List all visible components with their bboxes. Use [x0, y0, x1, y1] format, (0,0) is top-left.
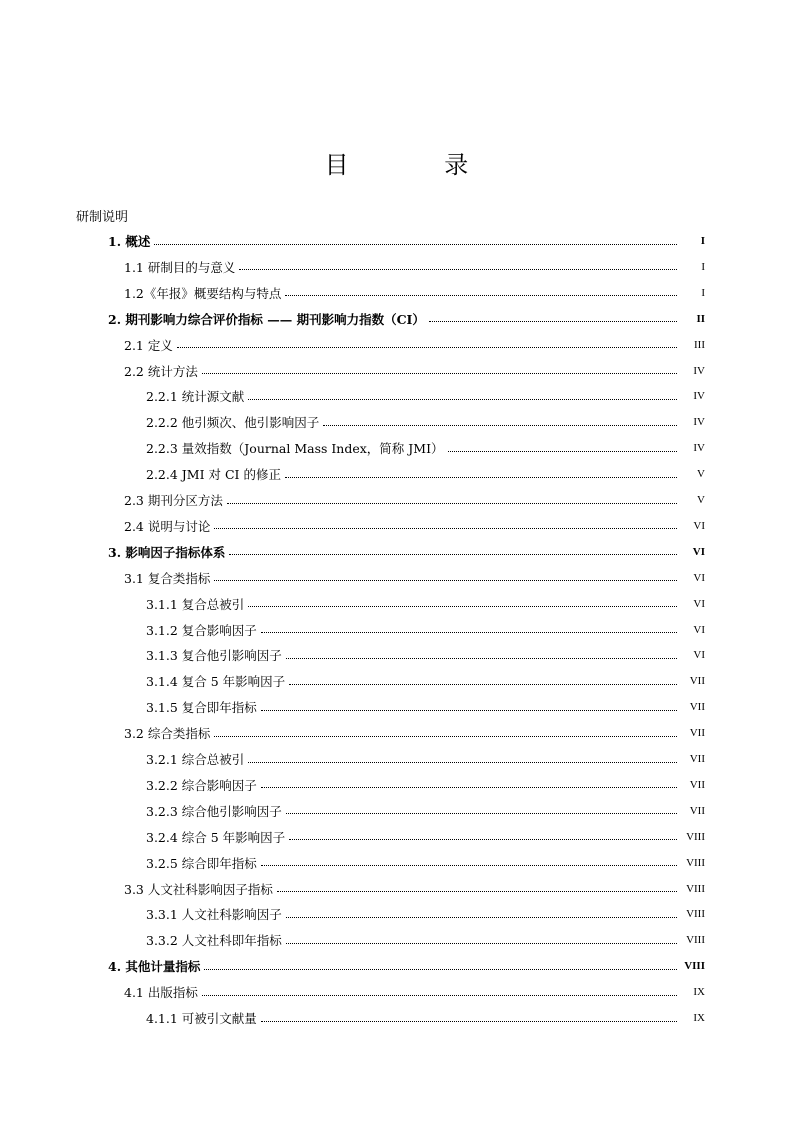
toc-page-number: VII [689, 675, 705, 688]
toc-entry-label: 3.1.5 复合即年指标 [146, 700, 257, 716]
dot-leader [202, 373, 677, 374]
toc-entry[interactable] [146, 850, 705, 876]
section-heading: 研制说明 [76, 210, 129, 225]
dot-leader [154, 244, 677, 245]
toc-entry[interactable] [108, 539, 705, 565]
dot-leader [261, 1021, 677, 1022]
toc-entry-label: 2. 期刊影响力综合评价指标 —— 期刊影响力指数（CI） [108, 311, 425, 327]
toc-page-number: II [696, 312, 705, 325]
dot-leader [323, 425, 677, 426]
toc-entry-label: 2.2.2 他引频次、他引影响因子 [146, 415, 320, 431]
dot-leader [239, 269, 677, 270]
toc-entry[interactable] [124, 487, 705, 513]
toc-entry-label: 3.2.5 综合即年指标 [146, 855, 257, 871]
toc-page-number: VIII [686, 830, 705, 843]
toc-entry[interactable] [124, 280, 705, 306]
toc-page-number: III [694, 338, 705, 351]
toc-entry[interactable] [124, 979, 705, 1005]
toc-entry-label: 3.2.4 综合 5 年影响因子 [146, 829, 286, 845]
dot-leader [261, 710, 677, 711]
toc-entry-label: 3.1.1 复合总被引 [146, 596, 245, 612]
toc-entry-label: 3.2.2 综合影响因子 [146, 777, 257, 793]
toc-entry-label: 3.3.2 人文社科即年指标 [146, 933, 282, 949]
toc-page-number: VII [689, 753, 705, 765]
toc-entry[interactable] [146, 901, 705, 927]
dot-leader [214, 736, 677, 737]
dot-leader [277, 891, 677, 892]
toc-entry[interactable] [146, 591, 705, 617]
dot-leader [229, 554, 677, 555]
toc-entry[interactable] [146, 798, 705, 824]
dot-leader [177, 347, 677, 348]
dot-leader [286, 813, 677, 814]
toc-entry[interactable] [146, 1005, 705, 1031]
toc-page-number: VI [693, 519, 705, 532]
toc-page-number: VIII [686, 856, 705, 869]
toc-entry[interactable] [124, 332, 705, 358]
toc-entry[interactable] [124, 876, 705, 902]
toc-entry[interactable] [108, 306, 705, 332]
toc-entry[interactable] [124, 358, 705, 384]
toc-entry-label: 3.1.2 复合影响因子 [146, 622, 257, 638]
toc-page-number: V [697, 494, 705, 506]
toc-entry-label: 2.1 定义 [124, 337, 173, 353]
dot-leader [286, 658, 677, 659]
dot-leader [448, 451, 677, 452]
toc-entry-label: 3.1 复合类指标 [124, 570, 211, 586]
toc-entry[interactable] [146, 461, 705, 487]
toc-entry-label: 3.2.1 综合总被引 [146, 752, 245, 767]
dot-leader [289, 684, 677, 685]
dot-leader [286, 943, 677, 944]
toc-page-number: VIII [686, 908, 705, 921]
toc-entry-label: 2.2.4 JMI 对 CI 的修正 [146, 467, 281, 483]
toc-entry[interactable] [146, 409, 705, 435]
toc-page-number: I [701, 286, 705, 299]
dot-leader [214, 580, 677, 581]
toc-page-number: I [700, 235, 705, 247]
toc-entry[interactable] [146, 668, 705, 694]
toc-page-number: VII [689, 701, 705, 714]
dot-leader [248, 606, 677, 607]
toc-entry[interactable] [146, 642, 705, 668]
toc-page-number: VIII [686, 934, 705, 947]
toc-page-number: VIII [686, 882, 705, 895]
dot-leader [261, 787, 677, 788]
toc-page-number: IV [693, 416, 705, 429]
dot-leader [286, 917, 677, 918]
dot-leader [261, 865, 677, 866]
toc-entry-label: 1.1 研制目的与意义 [124, 259, 236, 275]
toc-page-number: IX [693, 1012, 705, 1024]
dot-leader [248, 399, 677, 400]
toc-entry[interactable] [146, 746, 705, 772]
toc-entry[interactable] [146, 617, 705, 643]
toc-page-number: VI [693, 649, 705, 662]
toc-entry-label: 2.3 期刊分区方法 [124, 493, 223, 508]
toc-page-number: VIII [684, 960, 705, 973]
toc-entry-label: 2.2 统计方法 [124, 363, 198, 379]
toc-page-number: VII [689, 804, 705, 817]
toc-page-number: IV [693, 364, 705, 377]
dot-leader [204, 969, 677, 970]
toc-entry[interactable] [146, 435, 705, 461]
toc-entry-label: 1. 概述 [108, 234, 151, 249]
toc-entry[interactable] [146, 772, 705, 798]
toc-page-number: VI [693, 597, 705, 610]
toc-entry[interactable] [146, 694, 705, 720]
toc-entry[interactable] [124, 254, 705, 280]
dot-leader [429, 321, 677, 322]
toc-entry-label: 2.2.1 统计源文献 [146, 389, 245, 405]
dot-leader [248, 762, 677, 763]
toc-entry[interactable] [146, 383, 705, 409]
toc-entry-label: 3.3 人文社科影响因子指标 [124, 881, 273, 897]
toc-page-number: VI [693, 623, 705, 636]
toc-entry-label: 4.1.1 可被引文献量 [146, 1011, 257, 1026]
toc-entry-label: 3.1.4 复合 5 年影响因子 [146, 674, 286, 690]
toc-entry-label: 2.4 说明与讨论 [124, 518, 211, 534]
toc-entry-label: 3.1.3 复合他引影响因子 [146, 648, 282, 664]
toc-page-number: VI [692, 545, 705, 558]
toc-entry[interactable] [146, 927, 705, 953]
toc-page-number: VII [689, 778, 705, 791]
toc-entry[interactable] [124, 565, 705, 591]
dot-leader [214, 528, 677, 529]
toc-entry[interactable] [108, 228, 705, 254]
toc-entry-label: 2.2.3 量效指数（Journal Mass Index，简称 JMI） [146, 441, 444, 457]
dot-leader [202, 995, 677, 996]
dot-leader [285, 295, 677, 296]
toc-page-number: I [701, 260, 705, 273]
toc-page-number: VI [693, 571, 705, 584]
toc-entry[interactable] [124, 720, 705, 746]
toc-page-number: IV [693, 442, 705, 455]
toc-entry[interactable] [108, 953, 705, 979]
toc-page-number: IX [693, 986, 705, 999]
page-title: 目 录 [324, 151, 513, 179]
toc-entry-label: 3.2.3 综合他引影响因子 [146, 803, 282, 819]
toc-entry-label: 1.2《年报》概要结构与特点 [124, 285, 282, 301]
toc-entry-label: 3.2 综合类指标 [124, 726, 211, 742]
toc-entry[interactable] [124, 513, 705, 539]
toc-entry-label: 4.1 出版指标 [124, 985, 198, 1001]
toc-page-number: VII [689, 727, 705, 740]
dot-leader [227, 503, 677, 504]
dot-leader [289, 839, 677, 840]
toc-page-number: V [697, 468, 705, 481]
toc-entry-label: 3.3.1 人文社科影响因子 [146, 907, 282, 923]
toc-entry-label: 4. 其他计量指标 [108, 959, 201, 975]
dot-leader [261, 632, 677, 633]
toc-entry-label: 3. 影响因子指标体系 [108, 544, 226, 560]
dot-leader [285, 477, 677, 478]
toc-page-number: IV [693, 390, 705, 403]
toc-entry[interactable] [146, 824, 705, 850]
